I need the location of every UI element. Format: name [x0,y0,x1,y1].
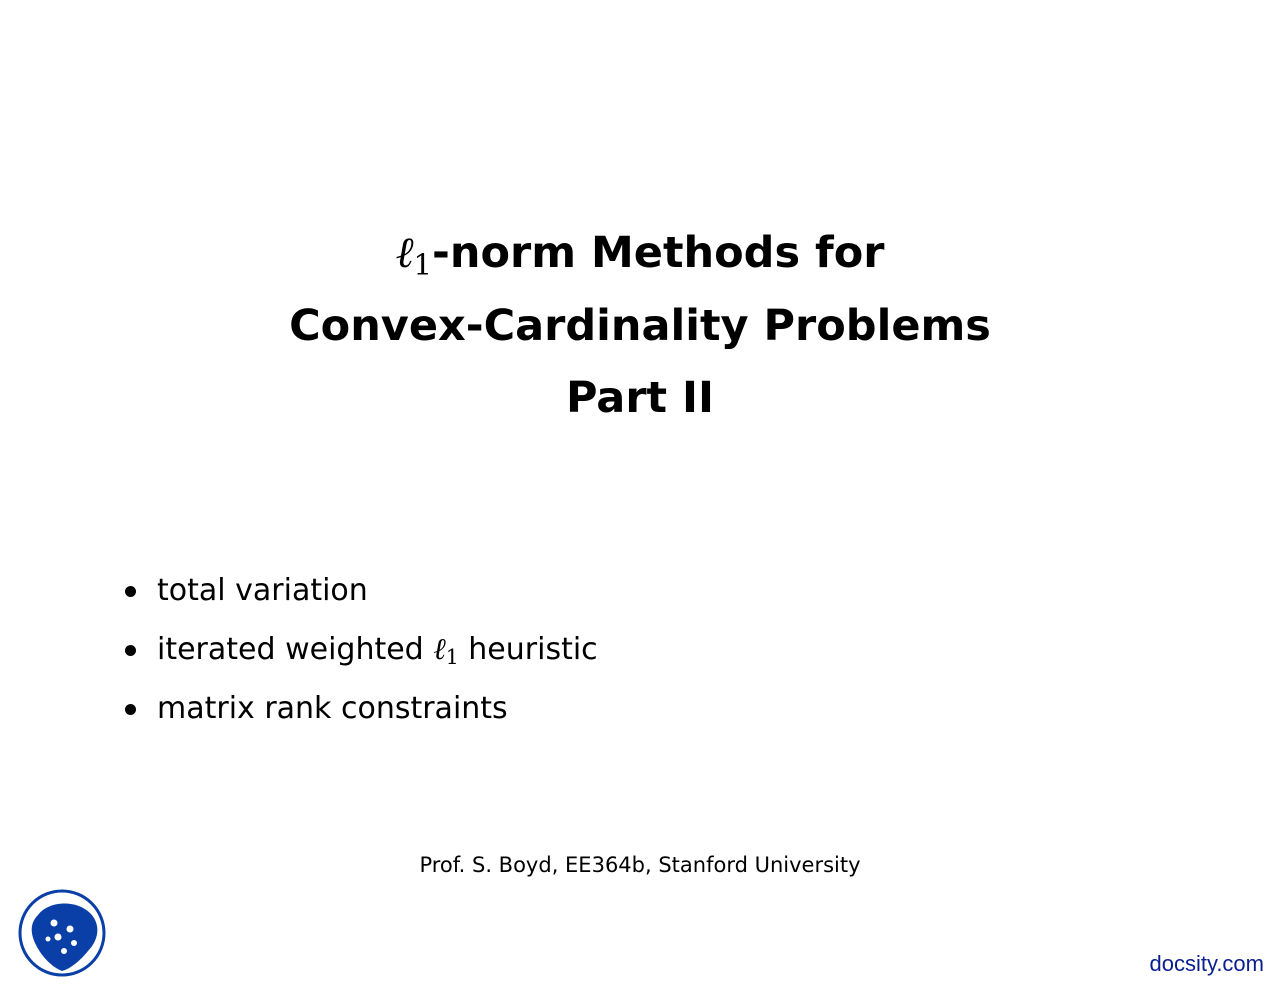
bullet-list [122,570,598,747]
bullet-text: matrix rank constraints [157,691,508,726]
title-line-1 [0,222,1280,295]
bullet-icon [125,645,136,656]
ell-subscript: 1 [445,645,459,670]
bullet-item-iterated-weighted [122,629,598,688]
bullet-icon [125,704,136,715]
docsity-watermark[interactable]: docsity.com [1149,951,1264,976]
bullet-text: total variation [157,573,368,608]
footer-credit: Prof. S. Boyd, EE364b, Stanford University [419,853,861,877]
ell-subscript: 1 [413,247,433,282]
part-heading: Part II [565,373,715,423]
bullet-text-before: iterated weighted [157,632,434,667]
ell-symbol: ℓ [433,632,446,667]
bullet-text-after: heuristic [458,632,598,667]
bullet-item-total-variation [122,570,598,629]
slide-title [0,222,1280,357]
title-line-2: Convex-Cardinality Problems [289,301,991,352]
bullet-icon [125,586,136,597]
bullet-item-matrix-rank [122,688,598,747]
title-line-1-text: -norm Methods for [432,228,885,278]
stanford-seal-icon [18,889,106,977]
ell-symbol: ℓ [395,228,414,278]
